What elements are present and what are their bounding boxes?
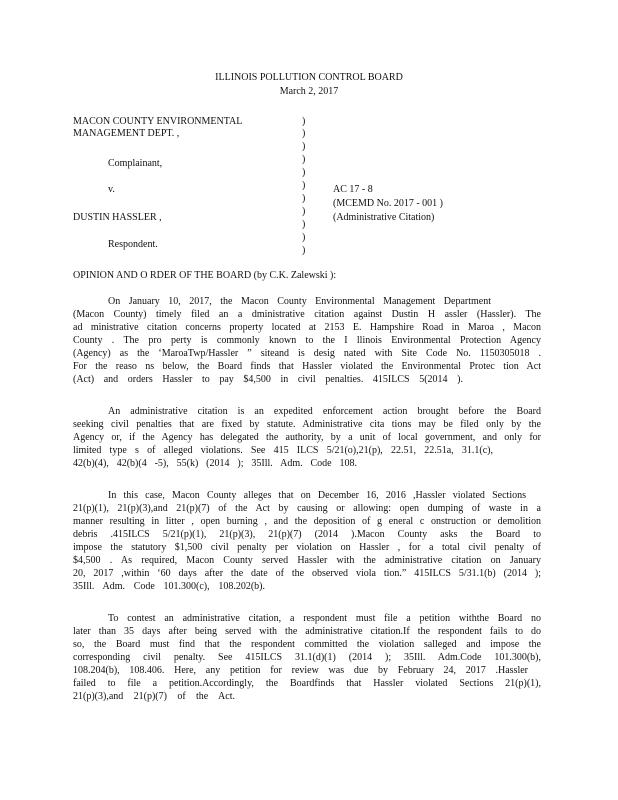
case-type: (Administrative Citation) (333, 212, 435, 223)
opinion-date: March 2, 2017 (279, 86, 339, 97)
respondent-name: DUSTIN HASSLER , (73, 212, 162, 223)
paragraph-line: 108.204(b), 108.406. Here, any petition for review was due by February 24, 2017 .Hassler (73, 665, 528, 676)
paragraph-line: (Act) and orders Hassler to pay $4,500 in civil penalties. 415ILCS 5(2014 ). (73, 374, 463, 385)
caption-paren: ) (302, 167, 306, 178)
caption-paren: ) (302, 154, 306, 165)
paragraph-line: limited type s of alleged violations. See 415 ILCS 5/21(o),21(p), 22.51, 22.51a, 31.1(c), (73, 445, 493, 456)
paragraph-line: failed to file a petition.Accordingly, the Boardfinds that Hassler violated Sections 21(p)(1), (73, 678, 541, 689)
paragraph-line: manner resulting in litter , open burning , and the deposition of g eneral c onstruction or demolition (73, 516, 541, 527)
paragraph-line: For the reaso ns below, the Board finds that Hassler violated the Environmental Protec tion Act (73, 361, 541, 372)
paragraph-line: 21(p)(3),and 21(p)(7) of the Act. (73, 691, 235, 702)
paragraph-line: seeking civil penalties that are fixed by statute. Administrative cita tions may be filed only by the (73, 419, 541, 430)
complainant-name-line2: MANAGEMENT DEPT. , (73, 128, 180, 139)
paragraph-line: so, the Board must find that the respondent committed the violation salleged and impose the (73, 639, 541, 650)
caption-paren: ) (302, 141, 306, 152)
paragraph-line: On January 10, 2017, the Macon County Environmental Management Department (108, 296, 491, 307)
board-title: ILLINOIS POLLUTION CONTROL BOARD (215, 72, 403, 83)
paragraph-line: 20, 2017 ,within ‘60 days after the date of the observed viola tion.” 415ILCS 5/31.1(b) (2014 ); (73, 568, 541, 579)
paragraph-line: $4,500 . As required, Macon County served Hassler with the administrative citation on January (73, 555, 541, 566)
caption-paren: ) (302, 206, 306, 217)
paragraph-line: County . The pro perty is commonly known to the I llinois Environmental Protection Agency (73, 335, 541, 346)
caption-paren: ) (302, 245, 306, 256)
paragraph-line: impose the statutory $1,500 civil penalty per violation on Hassler , for a total civil penalty of (73, 542, 541, 553)
case-sub-number: (MCEMD No. 2017 - 001 ) (333, 198, 443, 209)
complainant-name-line1: MACON COUNTY ENVIRONMENTAL (73, 116, 243, 127)
paragraph-line: 21(p)(1), 21(p)(3),and 21(p)(7) of the Act by causing or allowing: open dumping of waste in a (73, 503, 541, 514)
respondent-role: Respondent. (108, 239, 158, 250)
paragraph-line: Agency or, if the Agency has delegated the authority, by a unit of local government, and only for (73, 432, 541, 443)
paragraph-line: (Macon County) timely filed an a dministrative citation against Dustin H assler (Hassler). The (73, 309, 541, 320)
caption-paren: ) (302, 128, 306, 139)
paragraph-line: later than 35 days after being served with the administrative citation.If the respondent fails to do (73, 626, 541, 637)
caption-paren: ) (302, 180, 306, 191)
paragraph-line: 42(b)(4), 42(b)(4 -5), 55(k) (2014 ); 35Ill. Adm. Code 108. (73, 458, 357, 469)
caption-paren: ) (302, 116, 306, 127)
paragraph-line: An administrative citation is an expedited enforcement action brought before the Board (108, 406, 541, 417)
paragraph-line: corresponding civil penalty. See 415ILCS 31.1(d)(1) (2014 ); 35Ill. Adm.Code 101.300(b), (73, 652, 541, 663)
paragraph-line: ad ministrative citation concerns property located at 2153 E. Hampshire Road in Maroa , Macon (73, 322, 541, 333)
versus-label: v. (108, 184, 115, 195)
paragraph-line: In this case, Macon County alleges that on December 16, 2016 ,Hassler violated Sections (108, 490, 526, 501)
caption-paren: ) (302, 219, 306, 230)
caption-paren: ) (302, 232, 306, 243)
paragraph-line: To contest an administrative citation, a respondent must file a petition withthe Board no (108, 613, 541, 624)
paragraph-line: 35Ill. Adm. Code 101.300(c), 108.202(b). (73, 581, 265, 592)
paragraph-line: debris .415ILCS 5/21(p)(1), 21(p)(3), 21(p)(7) (2014 ).Macon County asks the Board to (73, 529, 541, 540)
caption-paren: ) (302, 193, 306, 204)
opinion-heading: OPINION AND O RDER OF THE BOARD (by C.K. Zalewski ): (73, 270, 337, 281)
complainant-role: Complainant, (108, 158, 163, 169)
paragraph-line: (Agency) as the ‘MaroaTwp/Hassler ” siteand is desig nated with Site Code No. 1150305018 . (73, 348, 541, 359)
case-number: AC 17 - 8 (333, 184, 373, 195)
